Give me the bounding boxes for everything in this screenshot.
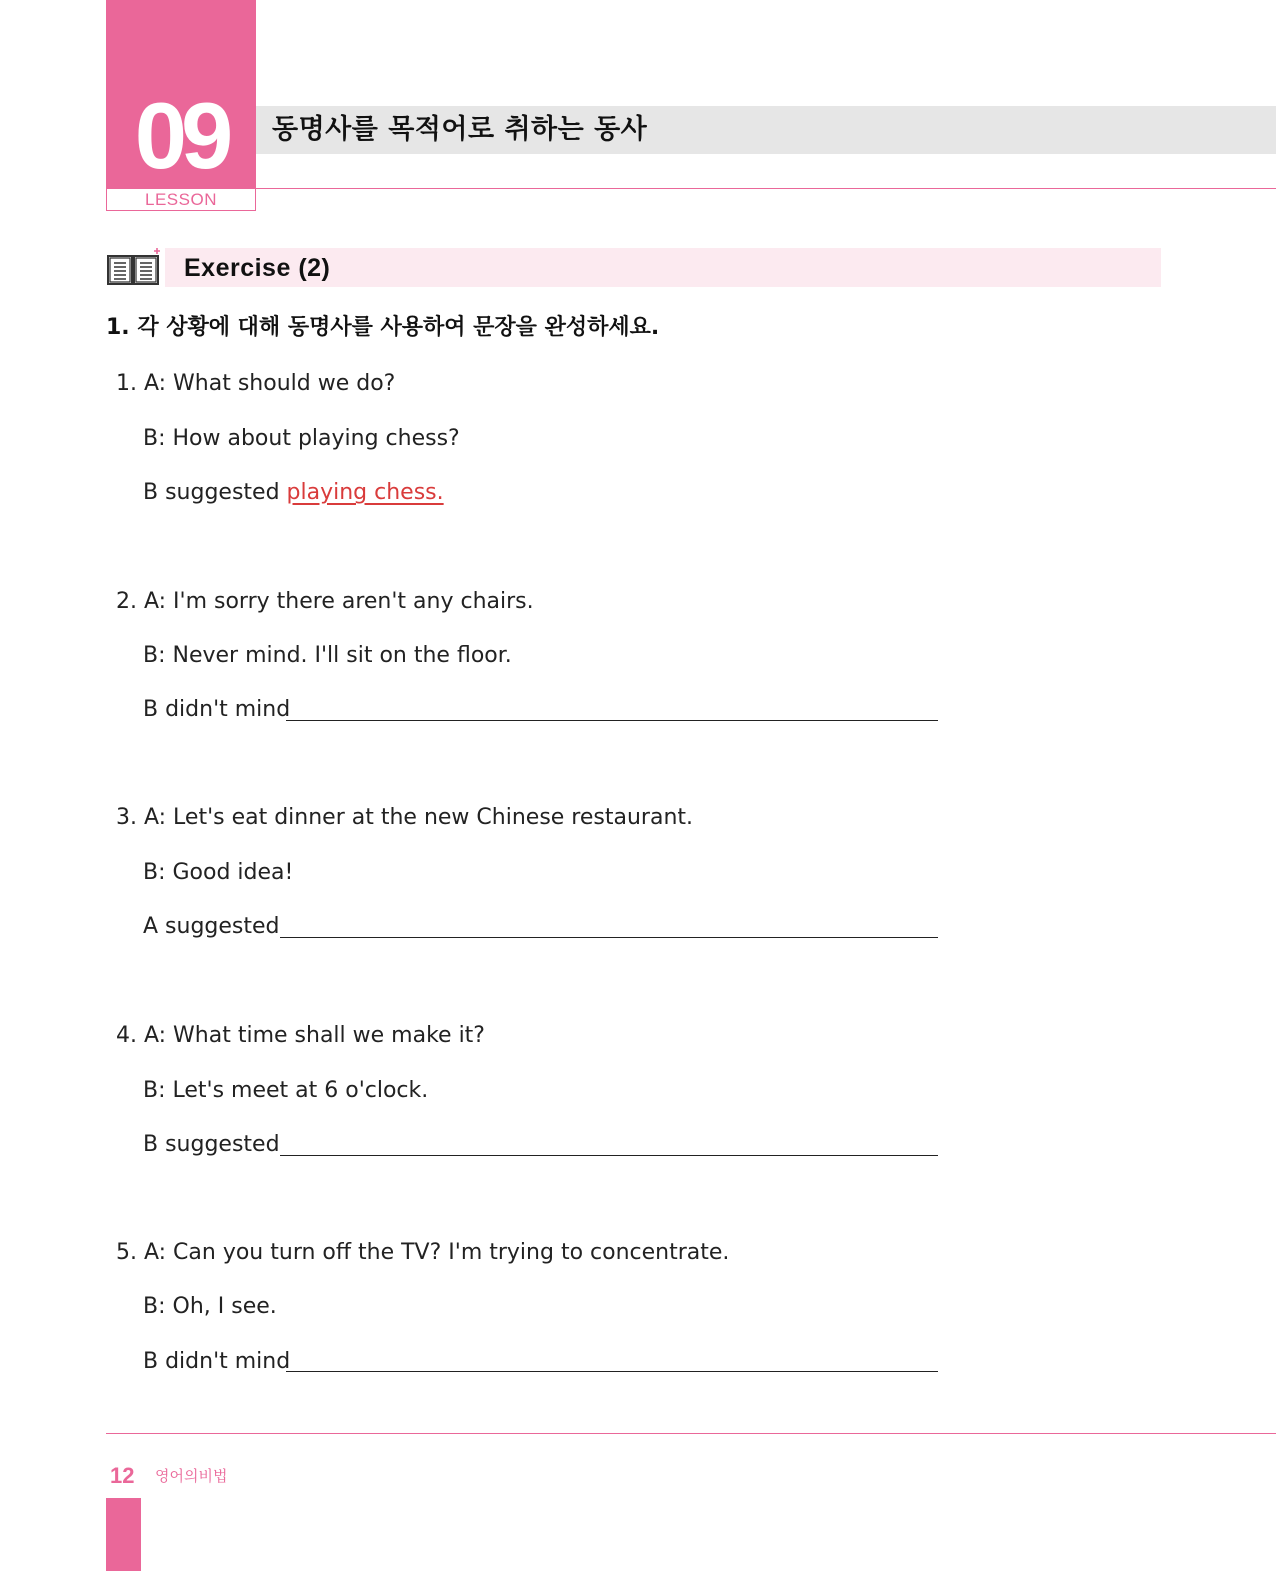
question-1-answer-line <box>143 478 444 508</box>
question-4-line-a: 4. A: What time shall we make it? <box>116 1023 485 1048</box>
question-2-prompt: B didn't mind <box>143 697 291 722</box>
footer-accent-block <box>106 1498 141 1571</box>
question-3-prompt: A suggested <box>143 914 280 939</box>
question-2-answer-blank[interactable] <box>286 720 938 721</box>
page-title: 동명사를 목적어로 취하는 동사 <box>272 114 648 145</box>
question-5-answer-blank[interactable] <box>286 1371 938 1372</box>
question-5-line-a: 5. A: Can you turn off the TV? I'm trying to concentrate. <box>116 1240 730 1265</box>
question-4-prompt: B suggested <box>143 1132 280 1157</box>
question-5-line-b: B: Oh, I see. <box>143 1294 277 1319</box>
lesson-label: LESSON <box>145 190 217 209</box>
header-divider <box>256 188 1276 189</box>
footer-divider <box>106 1433 1276 1434</box>
question-4-line-b: B: Let's meet at 6 o'clock. <box>143 1078 429 1103</box>
question-1-line-b: B: How about playing chess? <box>143 426 460 451</box>
question-5-prompt: B didn't mind <box>143 1349 291 1374</box>
question-1-line-a: 1. A: What should we do? <box>116 371 396 396</box>
question-3-line-b: B: Good idea! <box>143 860 294 885</box>
question-1-answer: playing chess. <box>286 480 444 505</box>
question-4-answer-blank[interactable] <box>280 1155 938 1156</box>
question-1-prompt: B suggested <box>143 480 280 505</box>
question-2-line-b: B: Never mind. I'll sit on the floor. <box>143 643 512 668</box>
question-3-line-a: 3. A: Let's eat dinner at the new Chinese restaurant. <box>116 805 694 830</box>
instruction: 1. 각 상황에 대해 동명사를 사용하여 문장을 완성하세요. <box>106 315 660 340</box>
lesson-number: 09 <box>134 83 228 188</box>
question-2-line-a: 2. A: I'm sorry there aren't any chairs. <box>116 589 534 614</box>
book-title: 영어의비법 <box>155 1467 228 1485</box>
exercise-title: Exercise (2) <box>184 254 331 282</box>
open-book-icon <box>106 246 162 288</box>
page-number: 12 <box>110 1463 135 1488</box>
question-3-answer-blank[interactable] <box>280 937 938 938</box>
